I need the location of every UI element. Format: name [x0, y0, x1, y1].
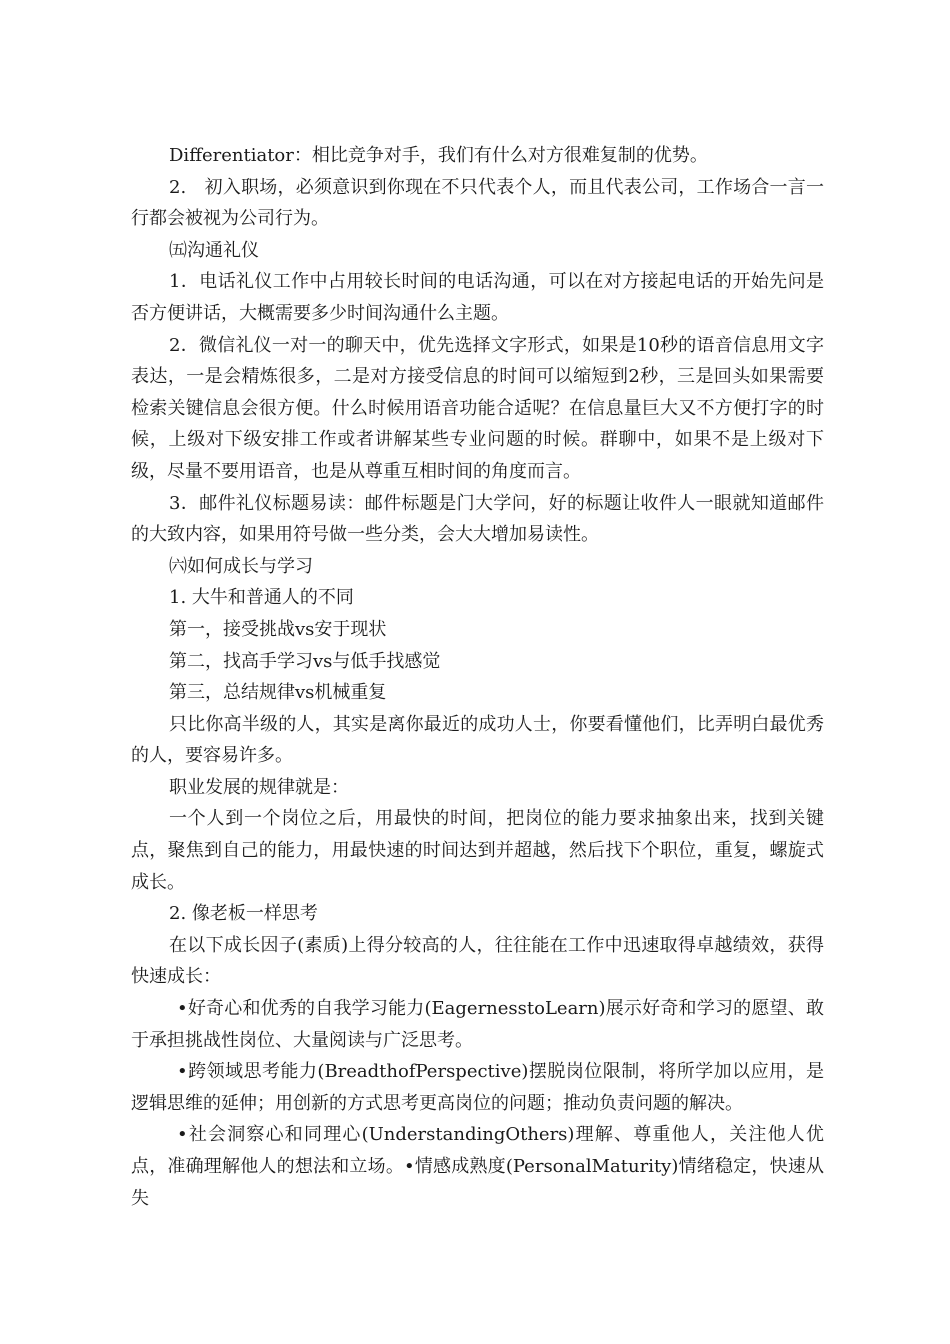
- list-item-second: 第二，找高手学习vs与低手找感觉: [169, 650, 441, 672]
- subheading-think-like-boss: 2. 像老板一样思考: [169, 903, 318, 925]
- section-heading-growth-learning: ㈥如何成长与学习: [169, 555, 313, 577]
- bullet-eagerness-to-learn: •好奇心和优秀的自我学习能力(EagernesstoLearn)展示好奇和学习的愿望、敢于承担挑战性岗位、大量阅读与广泛思考。: [131, 998, 824, 1051]
- subheading-experts-vs-ordinary: 1. 大牛和普通人的不同: [169, 587, 354, 609]
- paragraph-differentiator: Differentiator：相比竞争对手，我们有什么对方很难复制的优势。: [169, 145, 708, 166]
- paragraph-half-level: 只比你高半级的人，其实是离你最近的成功人士，你要看懂他们，比弄明白最优秀的人，要容易许多。: [131, 713, 824, 767]
- paragraph-workplace-representation: 2. 初入职场，必须意识到你现在不只代表个人，而且代表公司，工作场合一言一行都会被视为公司行为。: [131, 176, 824, 230]
- section-heading-communication-etiquette: ㈤沟通礼仪: [169, 239, 259, 261]
- list-item-first: 第一，接受挑战vs安于现状: [169, 618, 387, 640]
- paragraph-phone-etiquette: 1．电话礼仪工作中占用较长时间的电话沟通，可以在对方接起电话的开始先问是否方便讲话，大概需要多少时间沟通什么主题。: [131, 271, 824, 324]
- paragraph-growth-factors-intro: 在以下成长因子(素质)上得分较高的人，往往能在工作中迅速取得卓越绩效，获得快速成长：: [131, 934, 824, 988]
- document-body: [131, 140, 824, 1214]
- bullet-understanding-others: •社会洞察心和同理心(UnderstandingOthers)理解、尊重他人，关注他人优点，准确理解他人的想法和立场。•情感成熟度(PersonalMaturity)情绪稳定，快速从失: [131, 1124, 824, 1209]
- bullet-breadth-of-perspective: •跨领域思考能力(BreadthofPerspective)摆脱岗位限制，将所学加以应用，是逻辑思维的延伸；用创新的方式思考更高岗位的问题；推动负责问题的解决。: [131, 1061, 824, 1114]
- paragraph-wechat-etiquette: 2．微信礼仪一对一的聊天中，优先选择文字形式，如果是10秒的语音信息用文字表达，一是会精炼很多，二是对方接受信息的时间可以缩短到2秒，三是回头如果需要检索关键信息会很方便。什么时候用语音功能合适呢？在信息量巨大又不方便打字的时候，上级对下级安排工作或者讲解某些专业问题的时候。群聊中，如果不是上级对下级，尽量不要用语音，也是从尊重互相时间的角度而言。: [131, 334, 824, 482]
- list-item-third: 第三，总结规律vs机械重复: [169, 682, 387, 704]
- paragraph-email-etiquette: 3．邮件礼仪标题易读：邮件标题是门大学问，好的标题让收件人一眼就知道邮件的大致内容，如果用符号做一些分类，会大大增加易读性。: [131, 492, 824, 546]
- paragraph-career-rule-intro: 职业发展的规律就是：: [169, 776, 349, 798]
- paragraph-career-rule: 一个人到一个岗位之后，用最快的时间，把岗位的能力要求抽象出来，找到关键点，聚焦到自己的能力，用最快速的时间达到并超越，然后找下个职位，重复，螺旋式成长。: [131, 808, 824, 893]
